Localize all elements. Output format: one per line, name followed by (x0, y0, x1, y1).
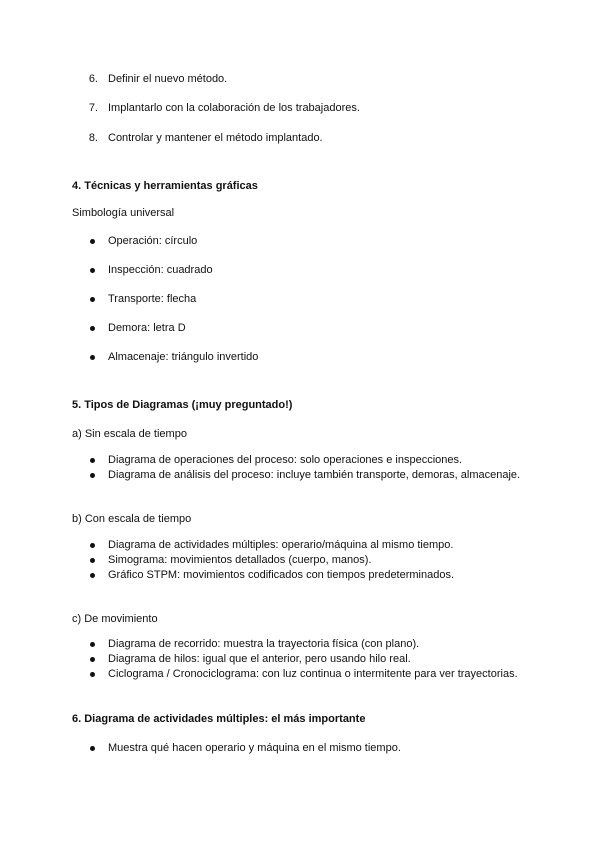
bullet-icon (90, 642, 95, 647)
list-item: Implantarlo con la colaboración de los trabajadores. (108, 102, 360, 114)
list-item: Diagrama de análisis del proceso: incluye también transporte, demoras, almacenaje. (108, 469, 521, 481)
section-4-subheading: Simbología universal (72, 207, 175, 219)
list-item: Ciclograma / Cronociclograma: con luz continua o intermitente para ver trayectorias. (108, 668, 518, 680)
bullet-icon (90, 543, 95, 548)
list-item: Diagrama de operaciones del proceso: solo operaciones e inspecciones. (108, 454, 463, 466)
list-item: Definir el nuevo método. (108, 73, 228, 85)
section-4-heading: 4. Técnicas y herramientas gráficas (72, 180, 258, 192)
bullet-icon (90, 657, 95, 662)
list-item: Operación: círculo (108, 235, 198, 247)
list-item: Diagrama de hilos: igual que el anterior, pero usando hilo real. (108, 653, 411, 665)
list-number: 6. (88, 73, 98, 85)
bullet-icon (90, 297, 95, 302)
section-5-heading: 5. Tipos de Diagramas (¡muy preguntado!) (72, 399, 293, 411)
list-number: 8. (88, 132, 98, 144)
list-item: Muestra qué hacen operario y máquina en el mismo tiempo. (108, 742, 401, 754)
group-a-label: a) Sin escala de tiempo (72, 428, 187, 440)
bullet-icon (90, 355, 95, 360)
bullet-icon (90, 268, 95, 273)
list-item: Controlar y mantener el método implantado. (108, 132, 323, 144)
list-item: Gráfico STPM: movimientos codificados con tiempos predeterminados. (108, 569, 455, 581)
list-number: 7. (88, 102, 98, 114)
list-item: Demora: letra D (108, 322, 186, 334)
list-item: Diagrama de recorrido: muestra la trayectoria física (con plano). (108, 638, 420, 650)
bullet-icon (90, 326, 95, 331)
list-item: Simograma: movimientos detallados (cuerpo, manos). (108, 554, 372, 566)
list-item: Transporte: flecha (108, 293, 197, 305)
bullet-icon (90, 746, 95, 751)
bullet-icon (90, 458, 95, 463)
group-b-label: b) Con escala de tiempo (72, 513, 192, 525)
group-c-label: c) De movimiento (72, 613, 158, 625)
list-item: Inspección: cuadrado (108, 264, 213, 276)
list-item: Diagrama de actividades múltiples: operario/máquina al mismo tiempo. (108, 539, 454, 551)
bullet-icon (90, 239, 95, 244)
bullet-icon (90, 672, 95, 677)
section-6-heading: 6. Diagrama de actividades múltiples: el más importante (72, 713, 366, 725)
bullet-icon (90, 573, 95, 578)
bullet-icon (90, 558, 95, 563)
bullet-icon (90, 473, 95, 478)
list-item: Almacenaje: triángulo invertido (108, 351, 259, 363)
